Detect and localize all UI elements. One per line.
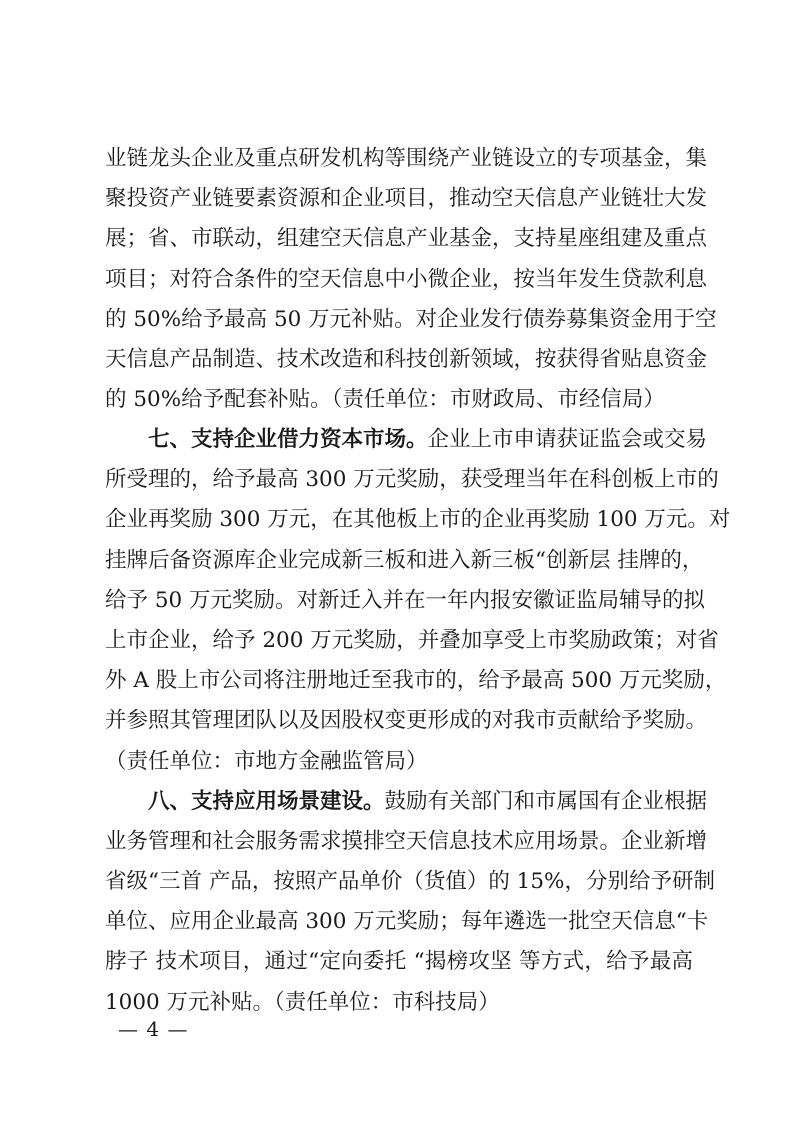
text-line: 上市企业，给予 200 万元奖励，并叠加享受上市奖励政策；对省 — [105, 628, 719, 653]
section-7-heading: 七、支持企业借力资本市场。 — [148, 427, 428, 452]
text-line: 业链龙头企业及重点研发机构等围绕产业链设立的专项基金，集 — [105, 146, 708, 171]
text-line: 天信息产品制造、技术改造和科技创新领域，按获得省贴息资金 — [105, 347, 708, 372]
text-line: 1000 万元补贴。（责任单位：市科技局） — [105, 990, 500, 1015]
text-line: 所受理的，给予最高 300 万元奖励，获受理当年在科创板上市的 — [105, 467, 719, 492]
text-line: 聚投资产业链要素资源和企业项目，推动空天信息产业链壮大发 — [105, 186, 708, 211]
text-line: 业务管理和社会服务需求摸排空天信息技术应用场景。企业新增 — [105, 829, 708, 854]
text-line: 企业再奖励 300 万元，在其他板上市的企业再奖励 100 万元。对 — [105, 507, 731, 532]
text-line: 脖子 技术项目，通过“定向委托 “揭榜攻坚 等方式，给予最高 — [105, 949, 693, 974]
text-line: 省级“三首 产品，按照产品单价（货值）的 15%，分别给予研制 — [105, 869, 715, 894]
text-line: 给予 50 万元奖励。对新迁入并在一年内报安徽证监局辅导的拟 — [105, 588, 706, 613]
text-line: 外 A 股上市公司将注册地迁至我市的，给予最高 500 万元奖励， — [105, 668, 727, 693]
text-line: 并参照其管理团队以及因股权变更形成的对我市贡献给予奖励。 — [105, 708, 708, 733]
text-span: 鼓励有关部门和市属国有企业根据 — [384, 789, 708, 814]
text-line: 的 50%给予最高 50 万元补贴。对企业发行债券募集资金用于空 — [105, 307, 717, 332]
text-line: 的 50%给予配套补贴。（责任单位：市财政局、市经信局） — [105, 387, 665, 412]
text-line: 单位、应用企业最高 300 万元奖励；每年遴选一批空天信息“卡 — [105, 909, 709, 934]
section-7-first-line — [148, 420, 708, 460]
page-number: — 4 — — [118, 1017, 189, 1041]
text-span: 企业上市申请获证监会或交易 — [427, 427, 708, 452]
text-line: 展；省、市联动，组建空天信息产业基金，支持星座组建及重点 — [105, 226, 708, 251]
section-8-first-line — [148, 782, 708, 822]
text-line: 项目；对符合条件的空天信息中小微企业，按当年发生贷款利息 — [105, 267, 708, 292]
text-line: （责任单位：市地方金融监管局） — [105, 749, 428, 774]
text-line: 挂牌后备资源库企业完成新三板和进入新三板“创新层 挂牌的， — [105, 548, 704, 573]
section-8-heading: 八、支持应用场景建设。 — [148, 789, 385, 814]
